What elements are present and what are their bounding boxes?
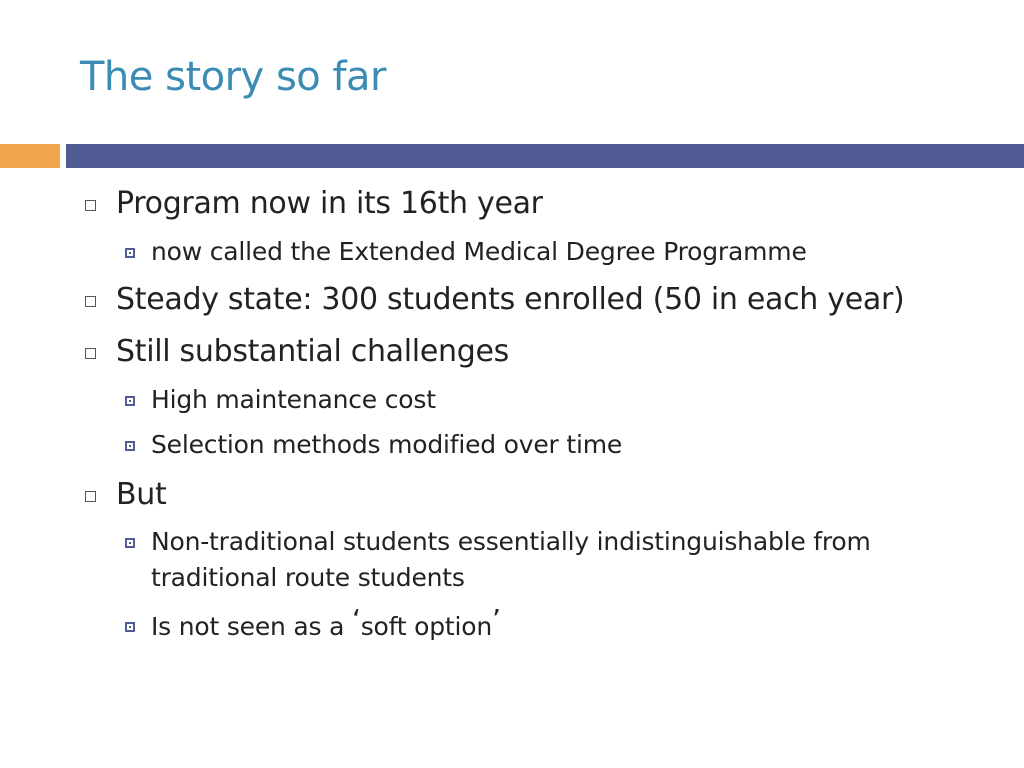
subbullet-soft-option bbox=[151, 603, 501, 645]
filled-square-bullet-icon bbox=[125, 538, 135, 548]
filled-square-bullet-icon bbox=[125, 396, 135, 406]
open-quote: ‘ bbox=[351, 603, 361, 636]
filled-square-bullet-icon bbox=[125, 441, 135, 451]
subbullet-selection-methods: Selection methods modified over time bbox=[151, 430, 623, 459]
slide-title: The story so far bbox=[80, 54, 387, 100]
filled-square-bullet-icon bbox=[125, 622, 135, 632]
subbullet-maintenance-cost: High maintenance cost bbox=[151, 385, 436, 414]
hollow-square-bullet-icon bbox=[85, 296, 96, 307]
hollow-square-bullet-icon bbox=[85, 348, 96, 359]
soft-option-prefix: Is not seen as a bbox=[151, 612, 352, 641]
bullet-but: But bbox=[116, 477, 167, 512]
subbullet-emdp-name: now called the Extended Medical Degree Programme bbox=[151, 237, 807, 266]
bullet-challenges: Still substantial challenges bbox=[116, 334, 509, 369]
close-quote: ’ bbox=[491, 603, 501, 636]
filled-square-bullet-icon bbox=[125, 248, 135, 258]
hollow-square-bullet-icon bbox=[85, 491, 96, 502]
bullet-program-year: Program now in its 16th year bbox=[116, 186, 543, 221]
bullet-steady-state: Steady state: 300 students enrolled (50 in each year) bbox=[116, 282, 905, 317]
hollow-square-bullet-icon bbox=[85, 200, 96, 211]
subbullet-non-traditional: Non-traditional students essentially indistinguishable from traditional route students bbox=[151, 527, 871, 592]
soft-option-quoted: soft option bbox=[360, 612, 492, 641]
